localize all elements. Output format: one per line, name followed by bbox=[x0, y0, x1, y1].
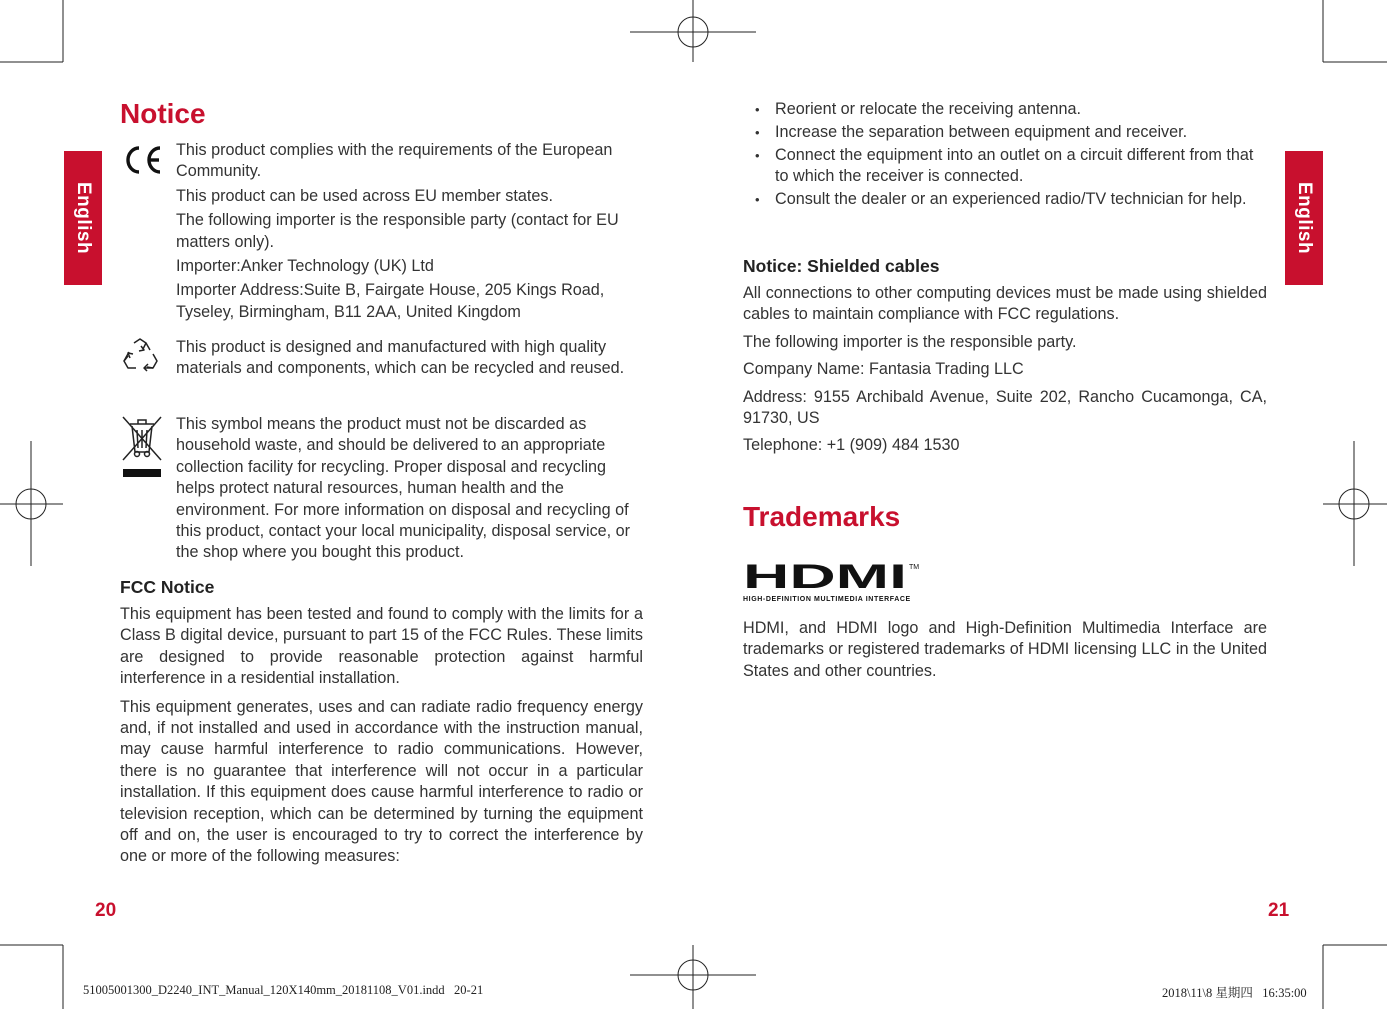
weee-bin-icon bbox=[120, 414, 164, 486]
hdmi-tm-mark: TM bbox=[909, 564, 920, 571]
slug-filename: 51005001300_D2240_INT_Manual_120X140mm_20181108_V01.indd 20-21 bbox=[83, 983, 484, 997]
recycle-section bbox=[120, 337, 644, 407]
language-tab-label: English bbox=[73, 181, 94, 255]
list-item: • Connect the equipment into an outlet on a circuit different from that to which the receiver is connected. bbox=[743, 145, 1268, 188]
hdmi-logo-subtitle: HIGH-DEFINITION MULTIMEDIA INTERFACE bbox=[743, 596, 911, 603]
importer-line: The following importer is the responsible party. bbox=[743, 332, 1077, 351]
ce-section bbox=[120, 140, 644, 330]
ce-mark-icon bbox=[120, 140, 164, 186]
language-tab-left bbox=[64, 151, 102, 285]
fcc-heading: FCC Notice bbox=[120, 577, 215, 597]
trademarks-title: Trademarks bbox=[743, 501, 901, 532]
ce-text-3: The following importer is the responsible party (contact for EU matters only). bbox=[176, 211, 619, 251]
shielded-paragraph: All connections to other computing devices must be made using shielded cables to maintain compliance with FCC regulations. bbox=[743, 284, 1267, 324]
recycle-text: This product is designed and manufactured with high quality materials and components, which can be recycled and reused. bbox=[176, 338, 625, 378]
weee-section bbox=[120, 414, 644, 569]
fcc-body bbox=[120, 604, 643, 868]
measures-list bbox=[743, 99, 1268, 212]
slug-timestamp: 2018\11\8 星期四 16:35:00 bbox=[1162, 986, 1307, 1000]
shielded-body bbox=[743, 283, 1267, 457]
ce-text-1: This product complies with the requirements of the European Community. bbox=[176, 141, 613, 181]
language-tab-label: English bbox=[1294, 181, 1315, 255]
shielded-heading: Notice: Shielded cables bbox=[743, 256, 940, 276]
company-telephone: Telephone: +1 (909) 484 1530 bbox=[743, 436, 960, 455]
page-number-right: 21 bbox=[1268, 900, 1290, 921]
ce-text-4: Importer:Anker Technology (UK) Ltd bbox=[176, 257, 434, 276]
list-item: • Reorient or relocate the receiving antenna. bbox=[743, 99, 1268, 120]
language-tab-right bbox=[1285, 151, 1323, 285]
recycle-icon bbox=[120, 337, 164, 381]
page-number-left: 20 bbox=[95, 900, 117, 921]
fcc-paragraph-2: This equipment generates, uses and can radiate radio frequency energy and, if not installed and used in accordance with the instruction manual, may cause harmful interference to radio communications. However, there is no guarantee that interference will not occur in a particular installation. If this equipment does cause harmful interference to radio or television reception, which can be determined by turning the equipment off and on, the user is encouraged to try to correct the interference by one or more of the following measures: bbox=[120, 697, 643, 866]
company-address: Address: 9155 Archibald Avenue, Suite 202, Rancho Cucamonga, CA, 91730, US bbox=[743, 387, 1267, 428]
page-title: Notice bbox=[120, 98, 206, 129]
hdmi-logo bbox=[743, 560, 923, 606]
hdmi-logo-icon bbox=[743, 560, 923, 594]
fcc-paragraph-1: This equipment has been tested and found to comply with the limits for a Class B digital device, pursuant to part 15 of the FCC Rules. These limits are designed to provide reasonable protection against harmful interference in a residential installation. bbox=[120, 605, 643, 688]
hdmi-logo-text: HDMI bbox=[743, 560, 907, 594]
company-name: Company Name: Fantasia Trading LLC bbox=[743, 360, 1024, 379]
ce-text-2: This product can be used across EU member states. bbox=[176, 186, 553, 205]
trademarks-text: HDMI, and HDMI logo and High-Definition Multimedia Interface are trademarks or registered trademarks of HDMI licensing LLC in the United States and other countries. bbox=[743, 619, 1267, 680]
list-item: • Increase the separation between equipment and receiver. bbox=[743, 122, 1268, 143]
list-item: • Consult the dealer or an experienced radio/TV technician for help. bbox=[743, 189, 1268, 210]
ce-text-5: Importer Address:Suite B, Fairgate House, 205 Kings Road, Tyseley, Birmingham, B11 2AA, United Kingdom bbox=[176, 281, 605, 321]
weee-text: This symbol means the product must not be discarded as household waste, and should be delivered to an appropriate collection facility for recycling. Proper disposal and recycling helps protect natural resources, human health and the environment. For more information on disposal and recycling of this product, contact your local municipality, disposal service, or the shop where you bought this product. bbox=[176, 415, 631, 562]
